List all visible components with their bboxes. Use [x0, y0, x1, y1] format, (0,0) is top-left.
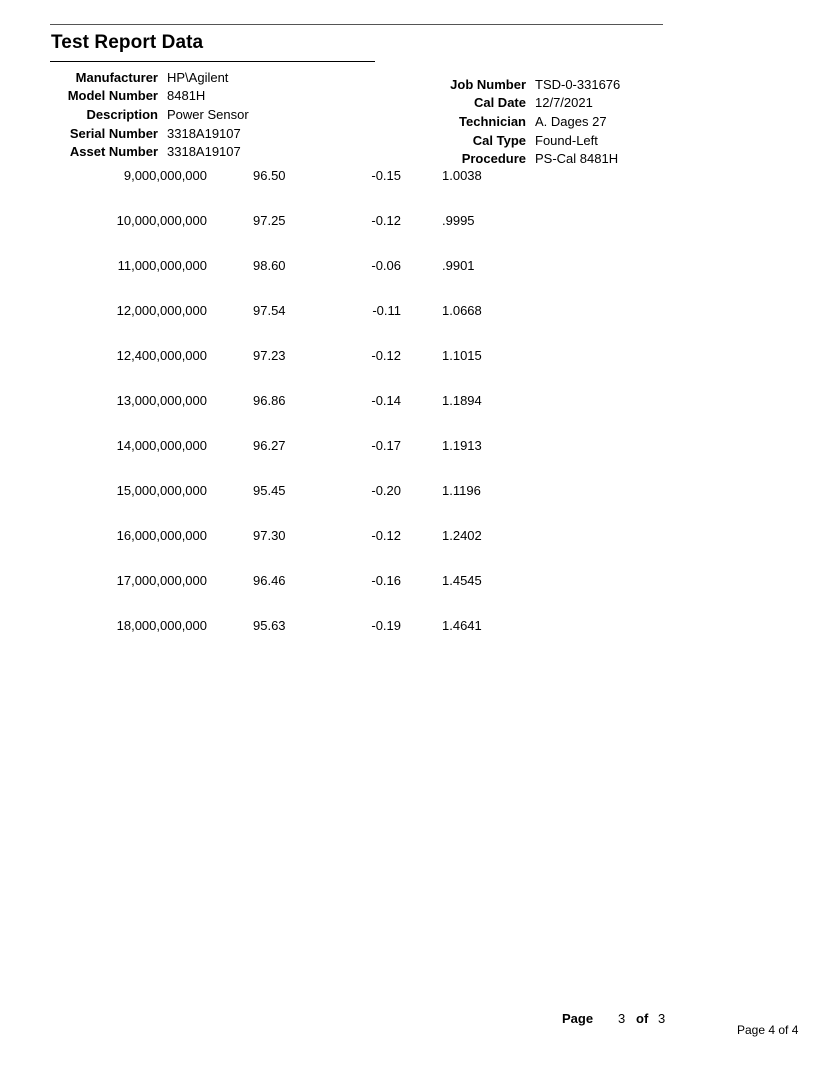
model-number-row	[40, 87, 249, 106]
manufacturer-row	[40, 68, 249, 87]
cal-factor-cell: 98.60	[253, 258, 286, 273]
db-cell: -0.17	[371, 438, 401, 453]
db-cell: -0.16	[371, 573, 401, 588]
uncertainty-cell: 1.1015	[442, 348, 482, 363]
table-row	[0, 301, 835, 346]
db-cell: -0.12	[371, 528, 401, 543]
asset-number-label: Asset Number	[69, 144, 158, 160]
report-title: Test Report Data	[51, 32, 204, 53]
table-row	[0, 481, 835, 526]
model-number-label: Model Number	[67, 88, 158, 104]
page-number: 3	[618, 1011, 626, 1026]
of-label: of	[636, 1011, 649, 1026]
db-cell: -0.12	[371, 213, 401, 228]
title-underline	[50, 61, 375, 62]
db-cell: -0.12	[371, 348, 401, 363]
table-row	[0, 256, 835, 301]
procedure-value: PS-Cal 8481H	[535, 151, 619, 167]
cal-date-row	[396, 94, 620, 113]
manufacturer-label: Manufacturer	[75, 69, 158, 85]
table-row	[0, 571, 835, 616]
page-label: Page	[562, 1011, 594, 1026]
cal-factor-cell: 97.23	[253, 348, 286, 363]
cal-factor-cell: 95.63	[253, 618, 286, 633]
cal-type-label: Cal Type	[472, 132, 526, 148]
job-number-row	[396, 75, 620, 94]
technician-label: Technician	[459, 113, 526, 129]
model-number-value: 8481H	[167, 88, 206, 104]
technician-row	[396, 112, 620, 131]
table-row	[0, 526, 835, 571]
frequency-cell: 12,000,000,000	[116, 303, 207, 318]
cal-factor-cell: 96.86	[253, 393, 286, 408]
asset-number-row	[40, 142, 249, 161]
frequency-cell: 13,000,000,000	[116, 393, 207, 408]
serial-number-value: 3318A19107	[167, 125, 241, 141]
uncertainty-cell: 1.0668	[442, 303, 482, 318]
uncertainty-cell: 1.1913	[442, 438, 482, 453]
frequency-cell: 14,000,000,000	[116, 438, 207, 453]
table-row	[0, 436, 835, 481]
db-cell: -0.11	[372, 303, 401, 318]
uncertainty-cell: 1.4641	[442, 618, 482, 633]
frequency-cell: 12,400,000,000	[116, 348, 207, 363]
table-row	[0, 346, 835, 391]
frequency-cell: 16,000,000,000	[116, 528, 207, 543]
db-cell: -0.06	[371, 258, 401, 273]
cal-factor-cell: 95.45	[253, 483, 286, 498]
db-cell: -0.15	[371, 168, 401, 183]
table-row	[0, 211, 835, 256]
cal-factor-cell: 96.50	[253, 168, 286, 183]
job-info	[396, 75, 620, 168]
uncertainty-cell: 1.0038	[442, 168, 482, 183]
cal-factor-cell: 97.25	[253, 213, 286, 228]
job-number-label: Job Number	[450, 76, 526, 92]
db-cell: -0.20	[371, 483, 401, 498]
uncertainty-cell: 1.1894	[442, 393, 482, 408]
cal-factor-cell: 97.54	[253, 303, 286, 318]
table-row	[0, 616, 835, 661]
job-number-value: TSD-0-331676	[535, 76, 621, 92]
uncertainty-cell: 1.2402	[442, 528, 482, 543]
cal-type-value: Found-Left	[535, 132, 598, 148]
serial-number-label: Serial Number	[69, 125, 158, 141]
uncertainty-cell: .9995	[442, 213, 475, 228]
table-row	[0, 391, 835, 436]
frequency-cell: 17,000,000,000	[116, 573, 207, 588]
serial-number-row	[40, 124, 249, 143]
technician-value: A. Dages 27	[535, 113, 607, 129]
uncertainty-cell: 1.1196	[442, 483, 481, 498]
cal-date-value: 12/7/2021	[535, 95, 593, 111]
uncertainty-cell: .9901	[442, 258, 475, 273]
top-divider	[50, 24, 663, 25]
cal-date-label: Cal Date	[473, 95, 526, 111]
page-total: 3	[658, 1011, 666, 1026]
uncertainty-cell: 1.4545	[442, 573, 482, 588]
description-row	[40, 105, 249, 124]
description-label: Description	[86, 106, 158, 122]
db-cell: -0.14	[371, 393, 401, 408]
manufacturer-value: HP\Agilent	[167, 69, 229, 85]
cal-factor-cell: 96.46	[253, 573, 286, 588]
procedure-label: Procedure	[461, 151, 526, 167]
measurement-table	[0, 166, 835, 661]
table-row	[0, 166, 835, 211]
instrument-info	[40, 68, 249, 161]
frequency-cell: 10,000,000,000	[116, 213, 207, 228]
db-cell: -0.19	[371, 618, 401, 633]
description-value: Power Sensor	[167, 106, 249, 122]
cal-factor-cell: 97.30	[253, 528, 286, 543]
cal-type-row	[396, 131, 620, 150]
frequency-cell: 11,000,000,000	[117, 258, 207, 273]
frequency-cell: 15,000,000,000	[116, 483, 207, 498]
frequency-cell: 18,000,000,000	[116, 618, 207, 633]
frequency-cell: 9,000,000,000	[123, 168, 207, 183]
page-corner-indicator: Page 4 of 4	[737, 1023, 799, 1037]
asset-number-value: 3318A19107	[167, 144, 241, 160]
cal-factor-cell: 96.27	[253, 438, 286, 453]
